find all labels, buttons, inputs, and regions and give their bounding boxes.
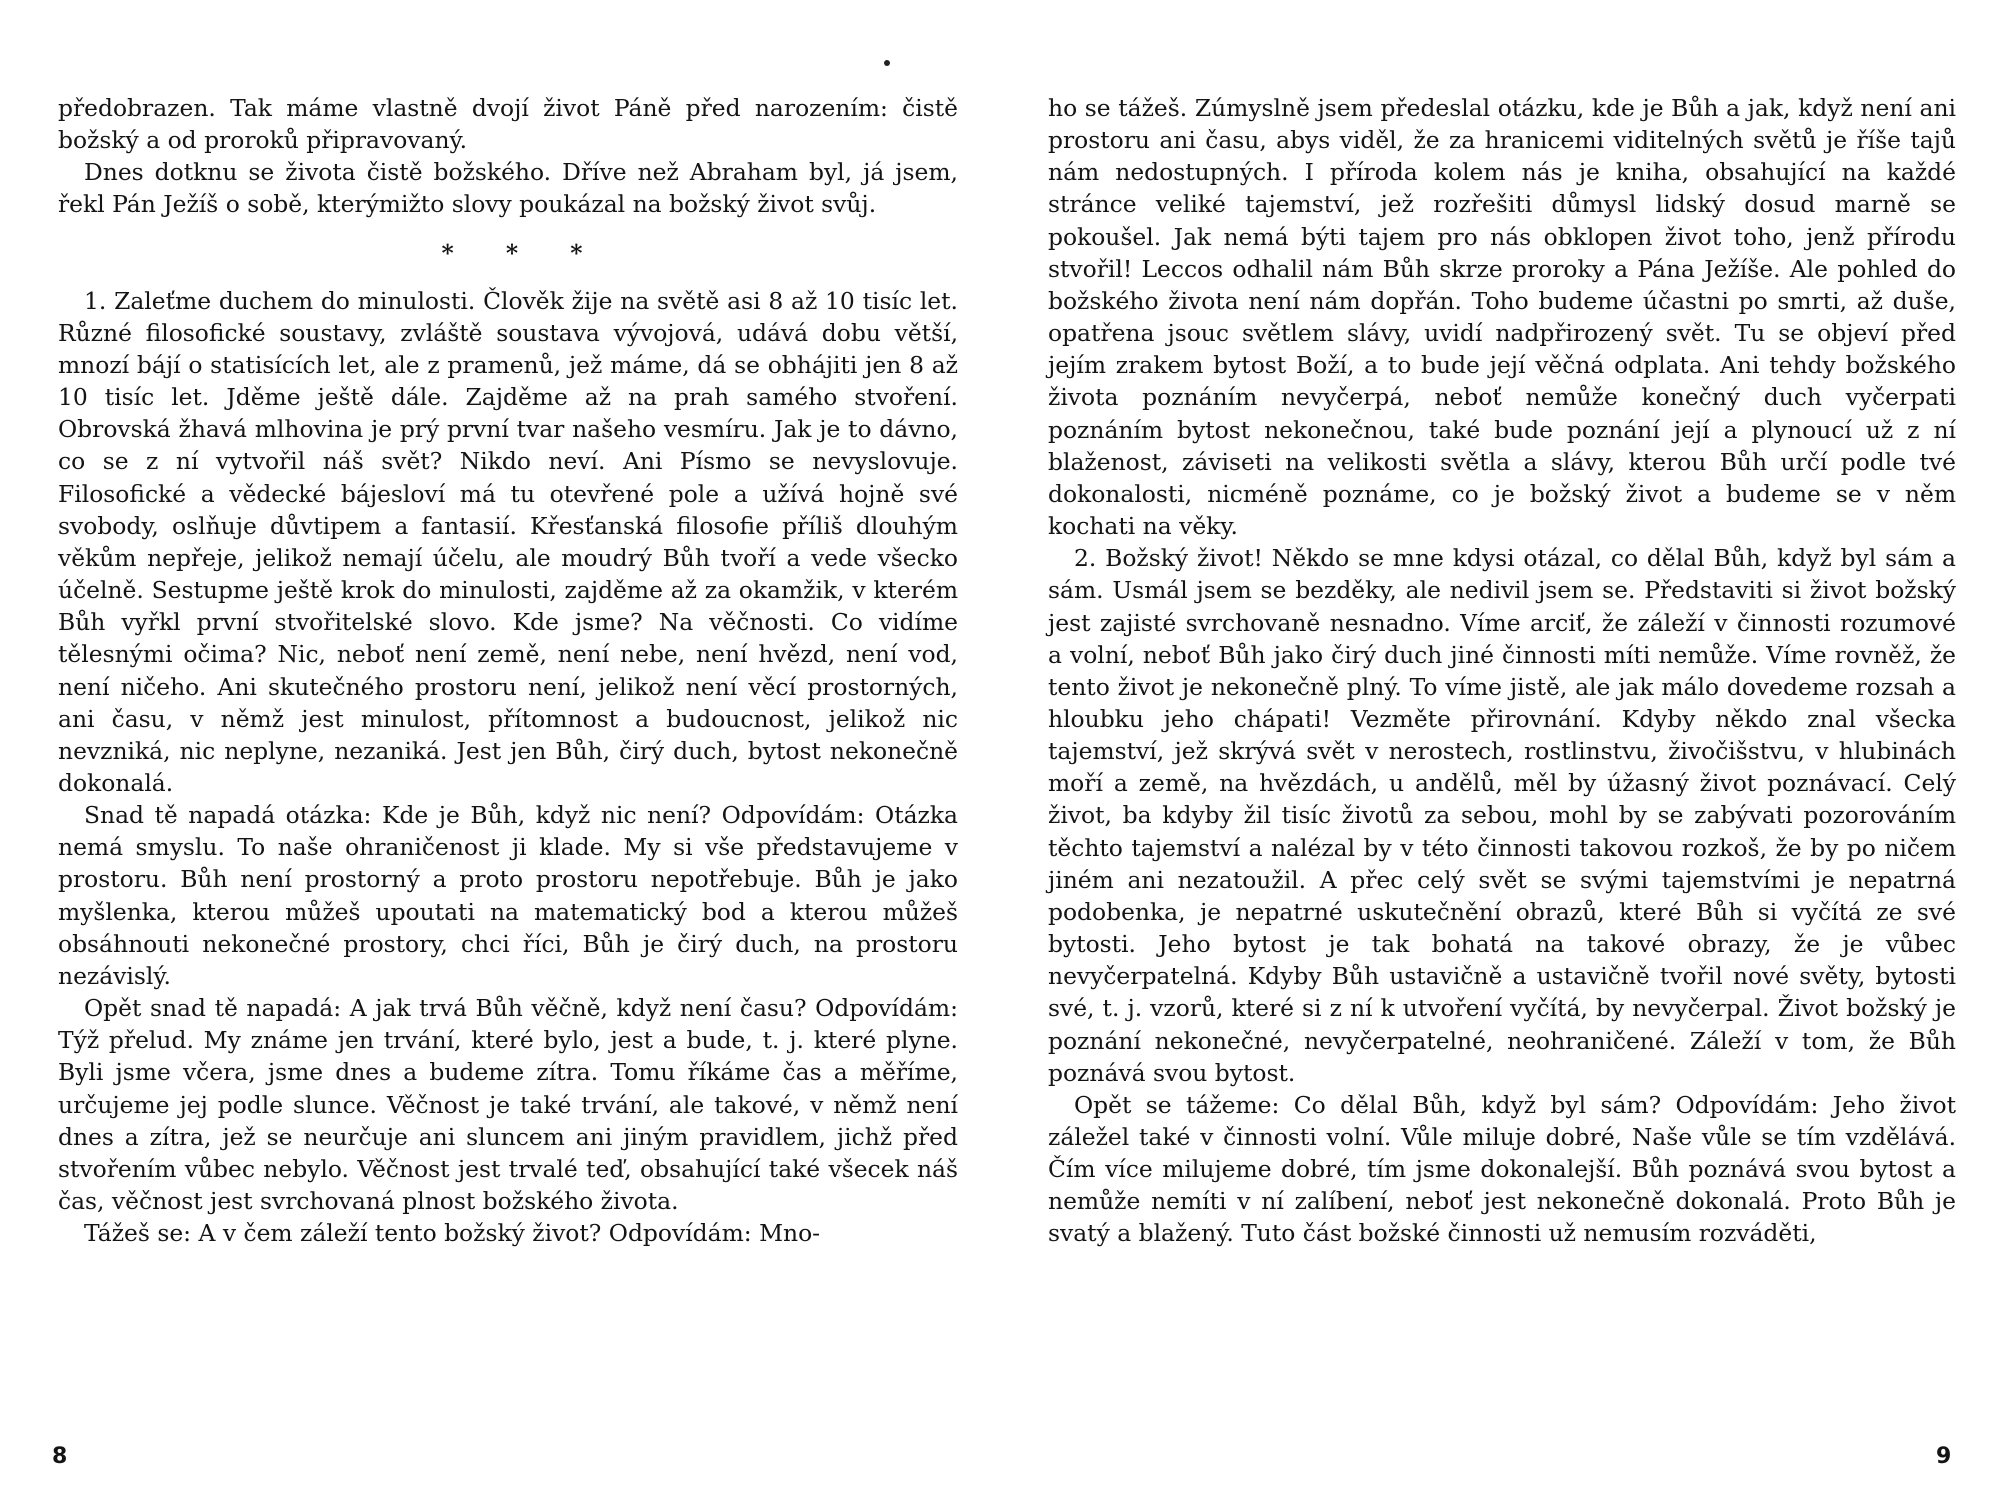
print-speck	[884, 60, 890, 66]
page-number: 8	[52, 1444, 68, 1469]
paragraph: 2. Božský život! Někdo se mne kdysi otázal, co dělal Bůh, když byl sám a sám. Usmál jsem se bezděky, ale nedivil jsem se. Představiti si život božský jest zajisté svrchovaně nesnadno. Víme arciť, že záleží v činnosti rozumové a volní, neboť Bůh jako čirý duch jiné činnosti míti nemůže. Víme rovněž, že tento život je nekonečně plný. To víme jistě, ale jak málo dovedeme rozsah a hloubku jeho chápati! Vezměte přirovnání. Kdyby někdo znal všecka tajemství, jež skrývá svět v nerostech, rostlinstvu, živočišstvu, v hlubinách moří a země, na hvězdách, u andělů, měl by úžasný život poznávací. Celý život, ba kdyby žil tisíc životů za sebou, mohl by se zabývati pozorováním těchto tajemství a nalézal by v této činnosti takovou rozkoš, že by po ničem jiném ani nezatoužil. A přec celý svět se svými tajemstvími je nepatrná podobenka, je nepatrné uskutečnění obrazů, které Bůh si vyčítá ze své bytosti. Jeho bytost je tak bohatá na takové obrazy, že je vůbec nevyčerpatelná. Kdyby Bůh ustavičně a ustavičně tvořil nové světy, bytosti své, t. j. vzorů, které si z ní k utvoření vyčítá, by nevyčerpal. Život božský je poznání nekonečné, nevyčerpatelné, neohraničené. Záleží v tom, že Bůh poznává svou bytost.	[1048, 544, 1956, 1087]
section-separator: * * *	[441, 238, 605, 267]
paragraph: Dnes dotknu se života čistě božského. Dříve než Abraham byl, já jsem, řekl Pán Ježíš o sobě, kterýmižto slovy poukázal na božský život svůj.	[58, 158, 958, 219]
paragraph: předobrazen. Tak máme vlastně dvojí život Páně před narozením: čistě božský a od proroků připravovaný.	[58, 94, 958, 155]
right-page-text	[1048, 92, 1956, 1250]
paragraph: Tážeš se: A v čem záleží tento božský život? Odpovídám: Mno-	[84, 1219, 821, 1248]
page-number: 9	[1936, 1444, 1952, 1469]
paragraph: Opět se tážeme: Co dělal Bůh, když byl sám? Odpovídám: Jeho život záležel také v činnosti volní. Vůle miluje dobré, Naše vůle se tím vzdělává. Čím více milujeme dobré, tím jsme dokonalejší. Bůh poznává svou bytost a nemůže nemíti v ní zalíbení, neboť jest nekonečně dokonalá. Proto Bůh je svatý a blažený. Tuto část božské činnosti už nemusím rozváděti,	[1048, 1090, 1956, 1248]
paragraph: ho se tážeš. Zúmyslně jsem předeslal otázku, kde je Bůh a jak, když není ani prostoru ani času, abys viděl, že za hranicemi viditelných světů je říše tajů nám nedostupných. I příroda kolem nás je kniha, obsahující na každé stránce veliké tajemství, jež rozřešiti důmysl lidský dosud marně se pokoušel. Jak nemá býti tajem pro nás obklopen život toho, jenž přírodu stvořil! Leccos odhalil nám Bůh skrze proroky a Pána Ježíše. Ale pohled do božského života není nám dopřán. Toho budeme účastni po smrti, až duše, opatřena jsouc světlem slávy, uvidí nadpřirozený svět. Tu se objeví před jejím zrakem bytost Boží, a to bude její věčná odplata. Ani tehdy božského života poznáním nevyčerpá, neboť nemůže konečný duch vyčerpati poznáním bytost nekonečnou, také bude poznání její a plynoucí už z ní blaženost, záviseti na velikosti světla a slávy, kterou Bůh určí podle tvé dokonalosti, nicméně poznáme, co je božský život a budeme se v něm kochati na věky.	[1048, 94, 1956, 541]
left-page-text	[58, 92, 958, 1249]
paragraph: Snad tě napadá otázka: Kde je Bůh, když nic není? Odpovídám: Otázka nemá smyslu. To naše ohraničenost ji klade. My si vše představujeme v prostoru. Bůh není prostorný a proto prostoru nepotřebuje. Bůh je jako myšlenka, kterou můžeš upoutati na matematický bod a kterou můžeš obsáhnouti nekonečné prostory, chci říci, Bůh je čirý duch, na prostoru nezávislý.	[58, 801, 958, 990]
paragraph: 1. Zaleťme duchem do minulosti. Člověk žije na světě asi 8 až 10 tisíc let. Různé filosofické soustavy, zvláště soustava vývojová, udává dobu větší, mnozí bájí o statisících let, ale z pramenů, jež máme, dá se obhájiti jen 8 až 10 tisíc let. Jděme ještě dále. Zajděme až na prah samého stvoření. Obrovská žhavá mlhovina je prý první tvar našeho vesmíru. Jak je to dávno, co se z ní vytvořil náš svět? Nikdo neví. Ani Písmo se nevyslovuje. Filosofické a vědecké bájesloví má tu otevřené pole a užívá hojně své svobody, oslňuje důvtipem a fantasií. Křesťanská filosofie příliš dlouhým věkům nepřeje, jelikož nemají účelu, ale moudrý Bůh tvoří a vede všecko účelně. Sestupme ještě krok do minulosti, zajděme až za okamžik, v kterém Bůh vyřkl první stvořitelské slovo. Kde jsme? Na věčnosti. Co vidíme tělesnými očima? Nic, neboť není země, není nebe, není hvězd, není vod, není ničeho. Ani skutečného prostoru není, jelikož není věcí prostorných, ani času, v němž jest minulost, přítomnost a budoucnost, jelikož nic nevzniká, nic neplyne, nezaniká. Jest jen Bůh, čirý duch, bytost nekonečně dokonalá.	[58, 286, 958, 797]
paragraph: Opět snad tě napadá: A jak trvá Bůh věčně, když není času? Odpovídám: Týž přelud. My známe jen trvání, které bylo, jest a bude, t. j. které plyne. Byli jsme včera, jsme dnes a budeme zítra. Tomu říkáme čas a měříme, určujeme jej podle slunce. Věčnost je také trvání, ale takové, v němž není dnes a zítra, jež se neurčuje ani sluncem ani jiným pravidlem, jichž před stvořením vůbec nebylo. Věčnost jest trvalé teď, obsahující také všecek náš čas, věčnost jest svrchovaná plnost božského života.	[58, 994, 958, 1215]
right-page	[998, 0, 1996, 1500]
